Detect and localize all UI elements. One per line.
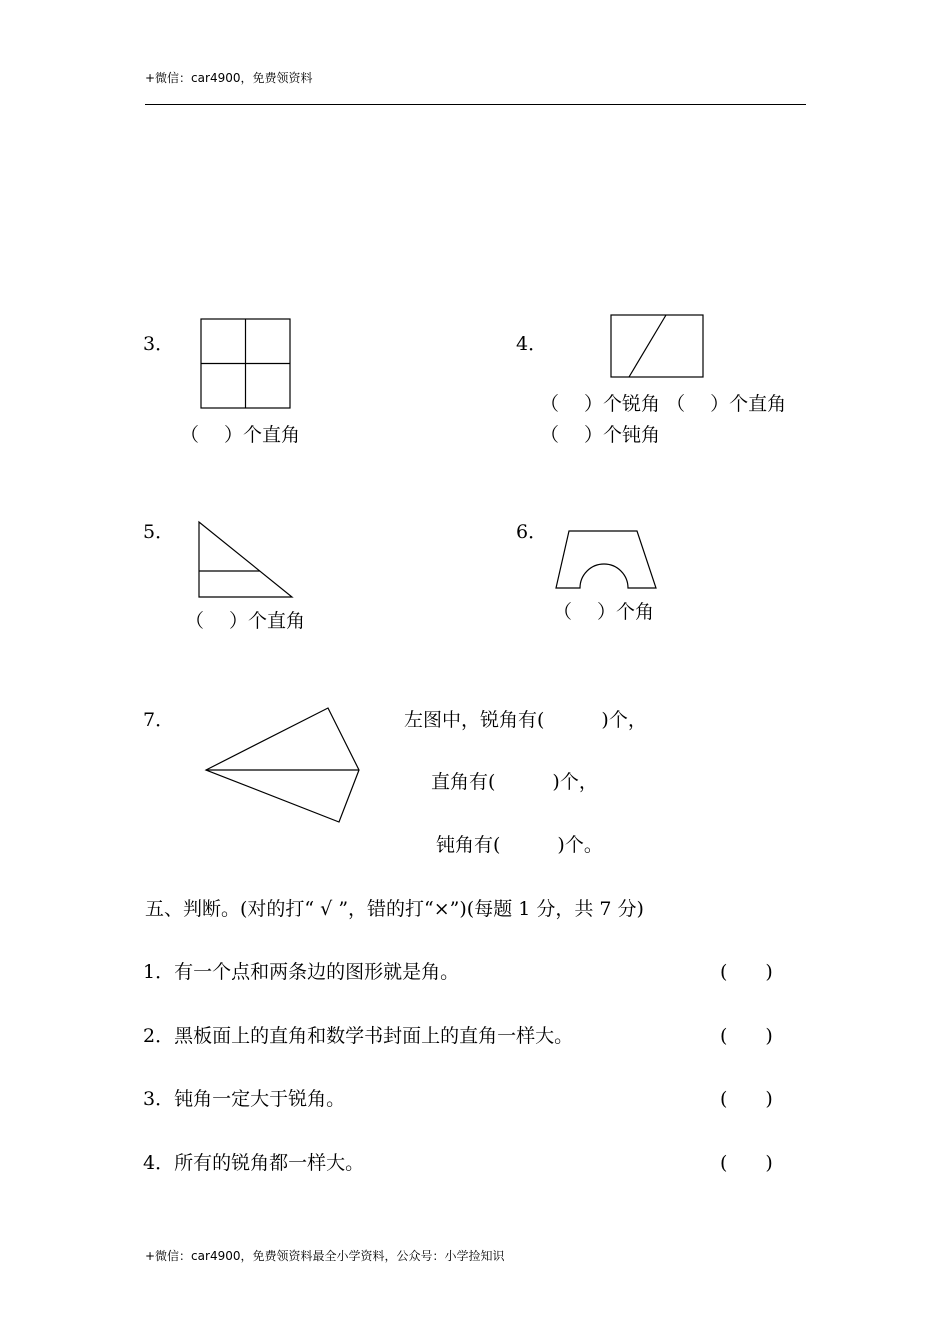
- rectangle-slant-line: [629, 315, 666, 377]
- problem-6-arch-figure: [555, 529, 658, 591]
- problem-7-kite-figure: [204, 706, 362, 824]
- problem-3-grid-figure: [200, 318, 292, 410]
- kite-outline: [206, 708, 359, 822]
- judgement-item-2-paren[interactable]: ( ): [720, 1025, 773, 1047]
- problem-5-triangle-figure: [197, 520, 295, 600]
- right-triangle-outline: [199, 522, 292, 597]
- problem-7-number: 7．: [143, 709, 175, 731]
- problem-7-acute-line: 左图中，锐角有( )个，: [404, 709, 647, 731]
- rectangle-outline: [611, 315, 703, 377]
- judgement-item-2-text: 2．黑板面上的直角和数学书封面上的直角一样大。: [143, 1025, 574, 1047]
- problem-4-answer-line1: （ ）个锐角 （ ）个直角: [540, 393, 787, 415]
- problem-5-answer: （ ）个直角: [185, 610, 306, 632]
- problem-6-number: 6．: [516, 521, 548, 543]
- problem-3-answer: （ ）个直角: [180, 424, 301, 446]
- section-5-title: 五、判断。(对的打“ √ ”，错的打“×”)(每题 1 分，共 7 分): [145, 898, 644, 920]
- judgement-item-3-text: 3．钝角一定大于锐角。: [143, 1088, 346, 1110]
- problem-4-number: 4．: [516, 333, 548, 355]
- problem-6-answer: （ ）个角: [553, 601, 655, 623]
- problem-3-number: 3．: [143, 333, 175, 355]
- page-footer: +微信：car4900，免费领资料最全小学资料，公众号：小学捡知识: [145, 1249, 505, 1263]
- problem-7-right-line: 直角有( )个，: [431, 771, 598, 793]
- problem-4-rectangle-figure: [610, 314, 705, 379]
- arch-outline: [556, 531, 656, 588]
- problem-4-answer-line2: （ ）个钝角: [540, 424, 661, 446]
- judgement-item-4-paren[interactable]: ( ): [720, 1152, 773, 1174]
- header-rule: [145, 104, 806, 105]
- judgement-item-1-paren[interactable]: ( ): [720, 961, 773, 983]
- judgement-item-4-text: 4．所有的锐角都一样大。: [143, 1152, 365, 1174]
- page-header: +微信：car4900，免费领资料: [145, 71, 313, 85]
- problem-7-obtuse-line: 钝角有( )个。: [436, 834, 603, 856]
- problem-5-number: 5．: [143, 521, 175, 543]
- judgement-item-3-paren[interactable]: ( ): [720, 1088, 773, 1110]
- judgement-item-1-text: 1．有一个点和两条边的图形就是角。: [143, 961, 460, 983]
